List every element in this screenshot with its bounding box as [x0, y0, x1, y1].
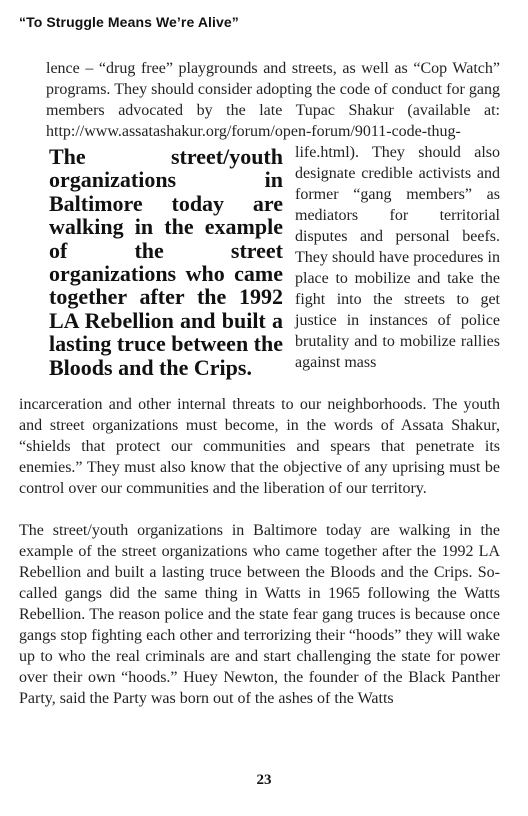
paragraph-1-continuation: incarceration and other internal threats to our neighborhoods. The youth and street organizations must become, in the words of Assata Shakur, “shields that protect our communities and spears that penetrate its enemies.” They must also know that the objective of any uprising must be control over our communities and the liberation of our territory. [19, 396, 500, 497]
running-head: “To Struggle Means We’re Alive” [19, 14, 239, 30]
pull-quote: The street/youth organizations in Baltimore today are walking in the example of the street organizations who came together after the 1992 LA Rebellion and built a lasting truce between the Bloods and the Crips. [49, 144, 284, 380]
paragraph-1-wrapped-text: designate credible activists and former “gang members” as mediators for territorial disputes and personal beefs. They should have procedures in place to mobilize and take the fight into the streets to get justice in instances of police brutality and to mobilize rallies against mass [295, 165, 500, 371]
page-number: 23 [256, 772, 272, 788]
paragraph-1 [46, 58, 500, 383]
paragraph-2: The street/youth organizations in Baltimore today are walking in the example of the street organizations who came together after the 1992 LA Rebellion and built a lasting truce between the Bloods and the Crips. So-called gangs did the same thing in Watts in 1965 following the Watts Rebellion. The reason police and the state fear gang truces is because once gangs stop fighting each other and terrorizing their “hoods” they will wake up to who the real criminals are and start challenging the state for power over their own “hoods.” Huey Newton, the founder of the Black Panther Party, said the Party was born out of the ashes of the Watts [19, 522, 500, 707]
paragraph-1-lead: lence – “drug free” playgrounds and streets, as well as “Cop Watch” programs. They should consider adopting the code of conduct for gang members advocated by the late Tupac Shakur (available at: http://www.assatashakur.org/forum/open-forum/9011-code-thug-life.html). They should also [46, 60, 500, 161]
